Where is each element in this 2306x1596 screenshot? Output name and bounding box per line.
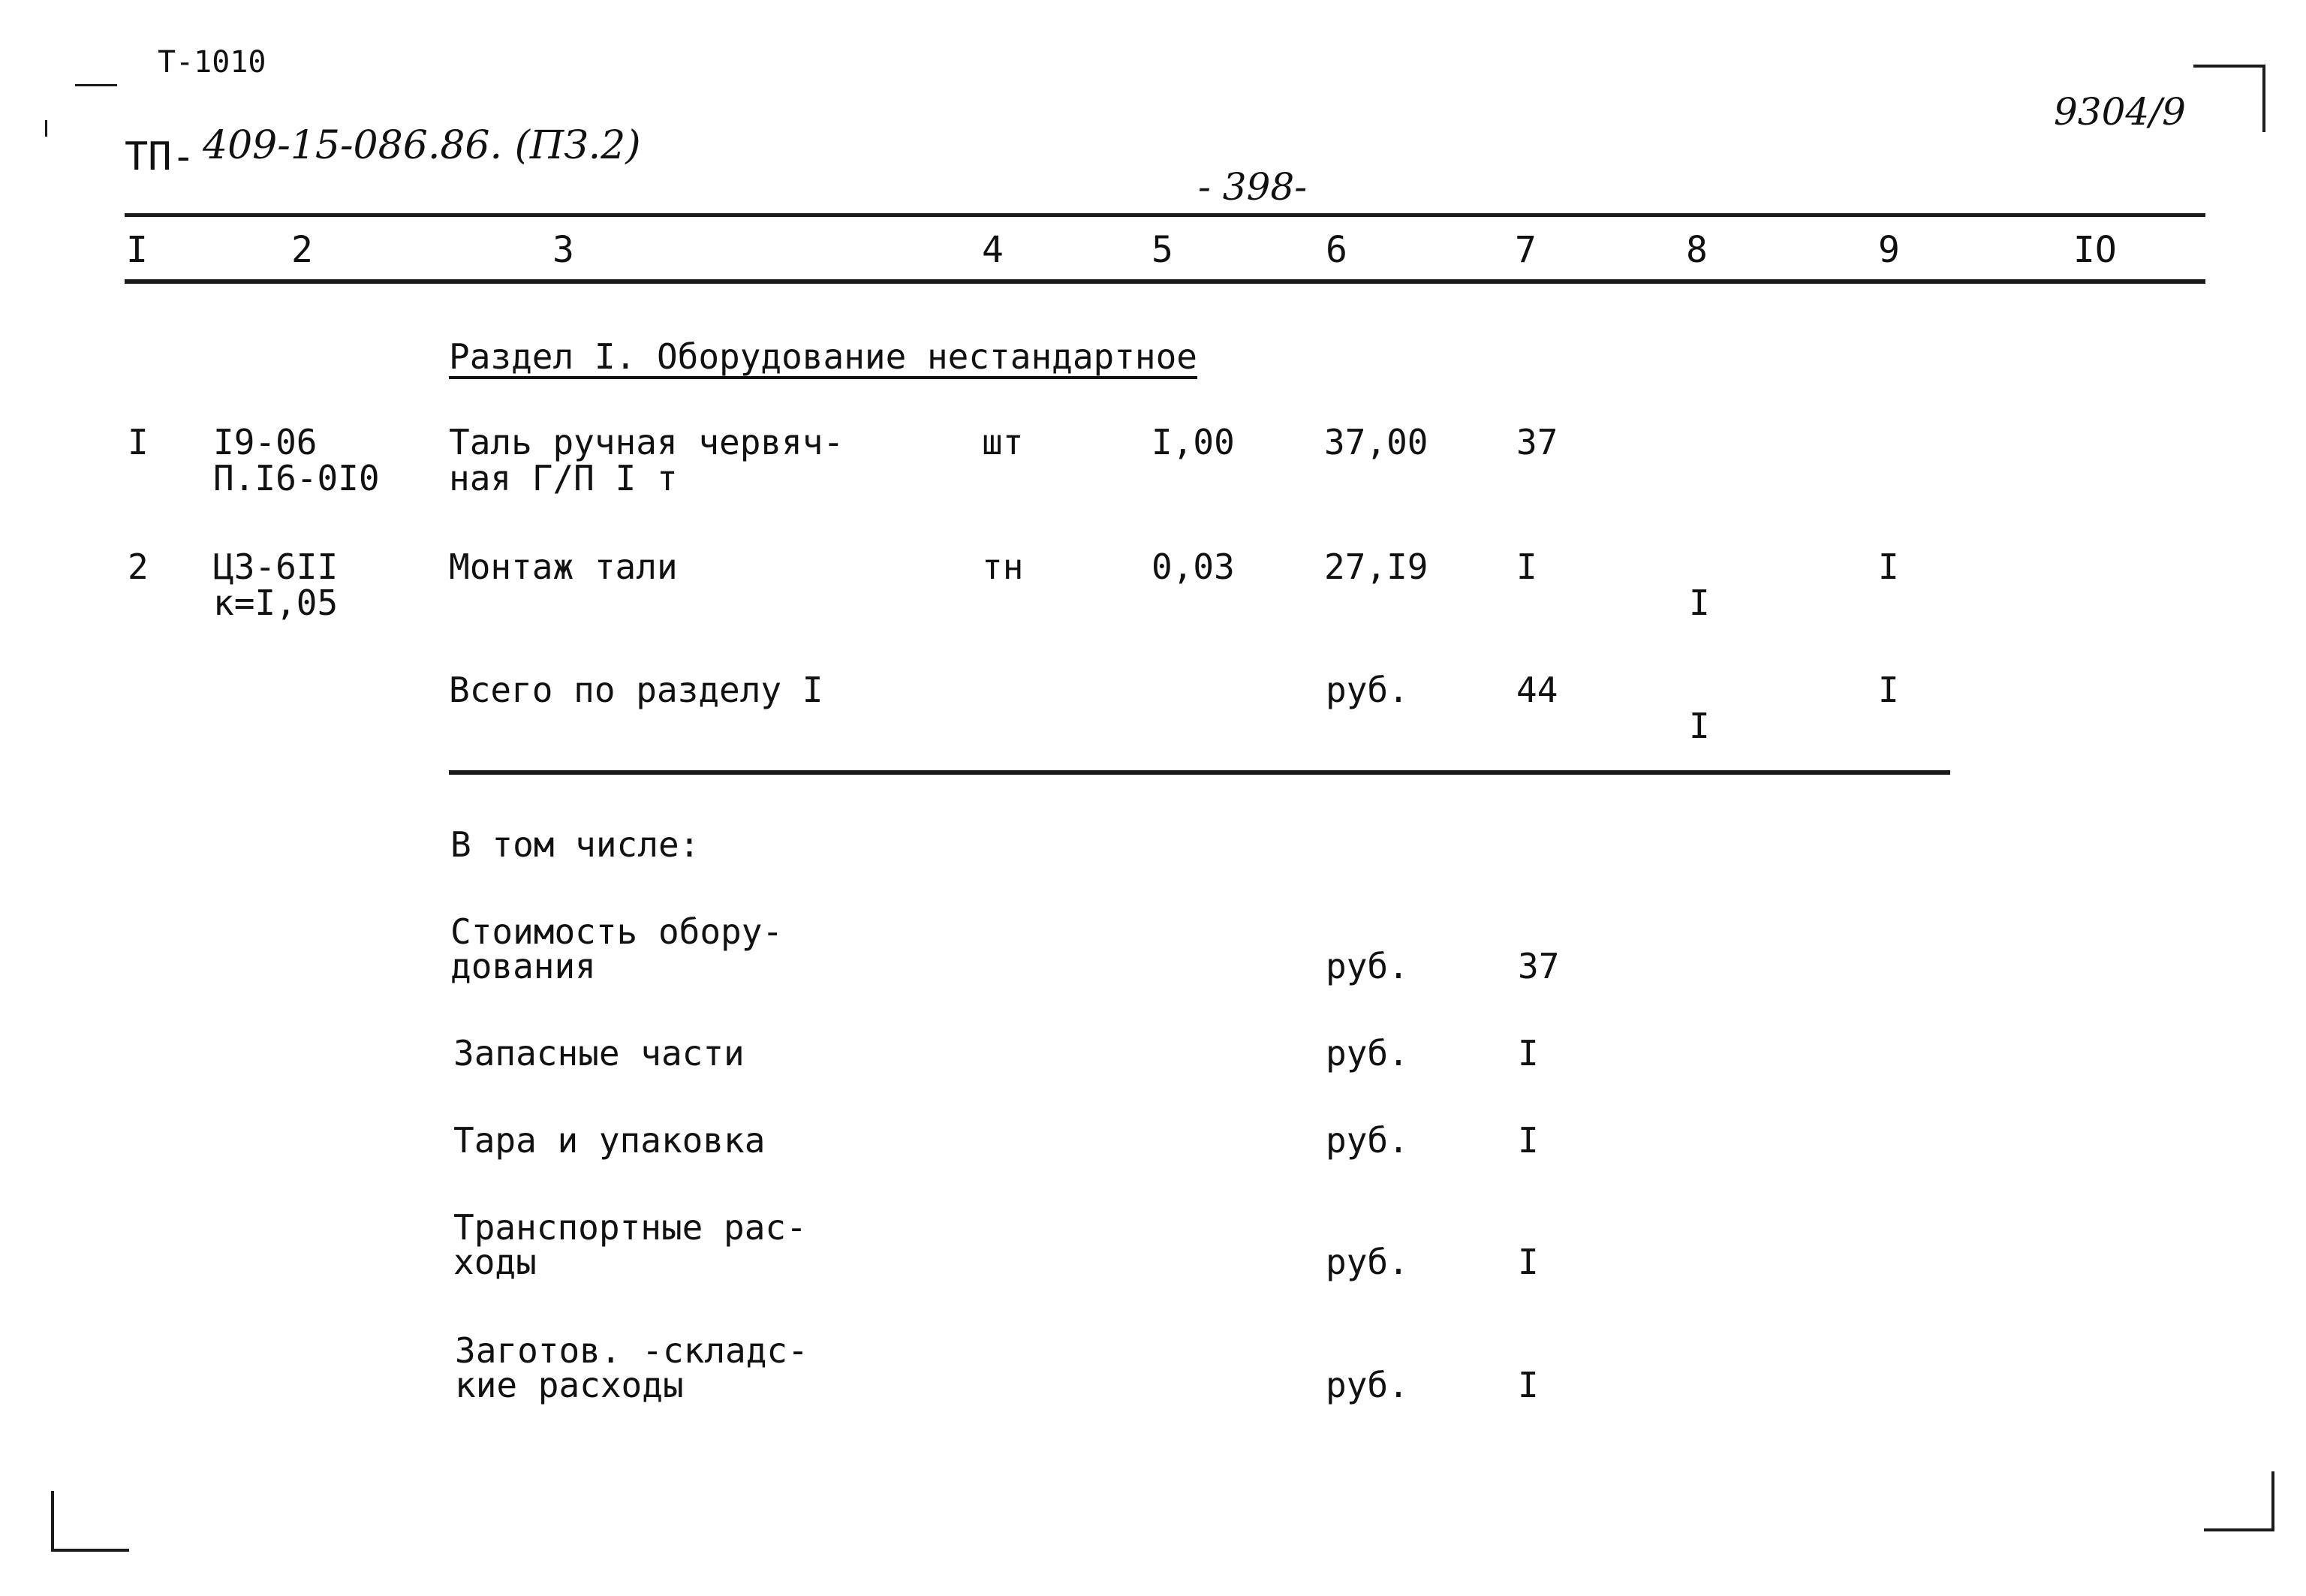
corner-mark-top-right-v: [2262, 65, 2265, 132]
stamp-number: 9304/9: [2054, 90, 2186, 134]
breakdown-1-label-cont: дования: [450, 946, 596, 986]
breakdown-3-unit: руб.: [1326, 1120, 1409, 1161]
row-2-qty: 0,03: [1151, 547, 1235, 587]
column-header-3: 3: [552, 229, 574, 271]
breakdown-5-value: I: [1518, 1365, 1539, 1405]
breakdown-4-label-cont: ходы: [453, 1242, 537, 1282]
corner-mark-bottom-left-h: [51, 1549, 129, 1552]
row-2-price: 27,I9: [1324, 547, 1428, 587]
corner-mark-bottom-right-v: [2271, 1471, 2274, 1531]
row-2-col9: I: [1878, 547, 1899, 587]
breakdown-2-unit: руб.: [1326, 1033, 1409, 1074]
row-1-total: 37: [1516, 422, 1558, 462]
row-1-name-cont: ная Г/П I т: [449, 458, 678, 498]
sheet-code: Т-1010: [158, 45, 266, 80]
row-1-qty: I,00: [1151, 422, 1235, 462]
row-1-price: 37,00: [1324, 422, 1428, 462]
section-total-col9: I: [1878, 670, 1899, 710]
section-total-value: 44: [1516, 670, 1558, 710]
column-header-2: 2: [291, 229, 313, 271]
doc-number-handwritten: 409-15-086.86. (ПЗ.2): [203, 123, 641, 168]
column-header-10: IO: [2073, 229, 2117, 271]
including-label: В том числе:: [450, 824, 700, 865]
page-number: - 398-: [1198, 165, 1308, 209]
breakdown-3-value: I: [1518, 1120, 1539, 1161]
corner-mark-top-right-h: [2193, 65, 2265, 68]
breakdown-5-label-cont: кие расходы: [455, 1365, 684, 1405]
section-title: Раздел I. Оборудование нестандартное: [449, 336, 1197, 377]
breakdown-2-label: Запасные части: [453, 1033, 745, 1074]
breakdown-4-unit: руб.: [1326, 1242, 1409, 1282]
breakdown-5-label: Заготов. -складс-: [455, 1330, 808, 1371]
row-2-unit: тн: [982, 547, 1024, 587]
row-2-code-sub: к=I,05: [213, 583, 339, 623]
column-header-8: 8: [1686, 229, 1708, 271]
table-header-bottom-rule: [125, 279, 2205, 284]
column-header-6: 6: [1326, 229, 1347, 271]
section-total-col8: I: [1689, 706, 1710, 746]
section-total-rule: [449, 770, 1950, 775]
breakdown-1-unit: руб.: [1326, 946, 1409, 986]
row-1-code-sub: П.I6-0I0: [213, 458, 380, 498]
column-header-7: 7: [1515, 229, 1537, 271]
table-header-top-rule: [125, 213, 2205, 217]
corner-mark-bottom-right-h: [2204, 1528, 2274, 1531]
row-1-code: I9-06: [213, 422, 318, 462]
column-header-4: 4: [982, 229, 1004, 271]
corner-mark-top-left: [75, 84, 117, 86]
breakdown-5-unit: руб.: [1326, 1365, 1409, 1405]
breakdown-4-value: I: [1518, 1242, 1539, 1282]
column-header-1: I: [126, 229, 148, 271]
doc-number-prefix: ТП-: [125, 134, 195, 179]
breakdown-3-label: Тара и упаковка: [453, 1120, 766, 1161]
column-header-9: 9: [1878, 229, 1900, 271]
breakdown-4-label: Транспортные рас-: [453, 1207, 807, 1248]
row-2-total: I: [1516, 547, 1537, 587]
breakdown-2-value: I: [1518, 1033, 1539, 1074]
row-1-name: Таль ручная червяч-: [449, 422, 844, 462]
breakdown-1-value: 37: [1518, 946, 1560, 986]
row-2-name: Монтаж тали: [449, 547, 678, 587]
section-total-label: Всего по разделу I: [449, 670, 823, 710]
row-2-code: Ц3-6II: [213, 547, 339, 587]
corner-mark-bottom-left-v: [51, 1491, 54, 1551]
row-2-num: 2: [128, 547, 149, 587]
row-1-num: I: [128, 422, 149, 462]
row-2-col8: I: [1689, 583, 1710, 623]
breakdown-1-label: Стоимость обору-: [450, 911, 784, 952]
column-header-5: 5: [1151, 229, 1173, 271]
corner-mark-left-tick: [45, 120, 47, 137]
section-total-unit: руб.: [1326, 670, 1409, 710]
row-1-unit: шт: [982, 422, 1024, 462]
